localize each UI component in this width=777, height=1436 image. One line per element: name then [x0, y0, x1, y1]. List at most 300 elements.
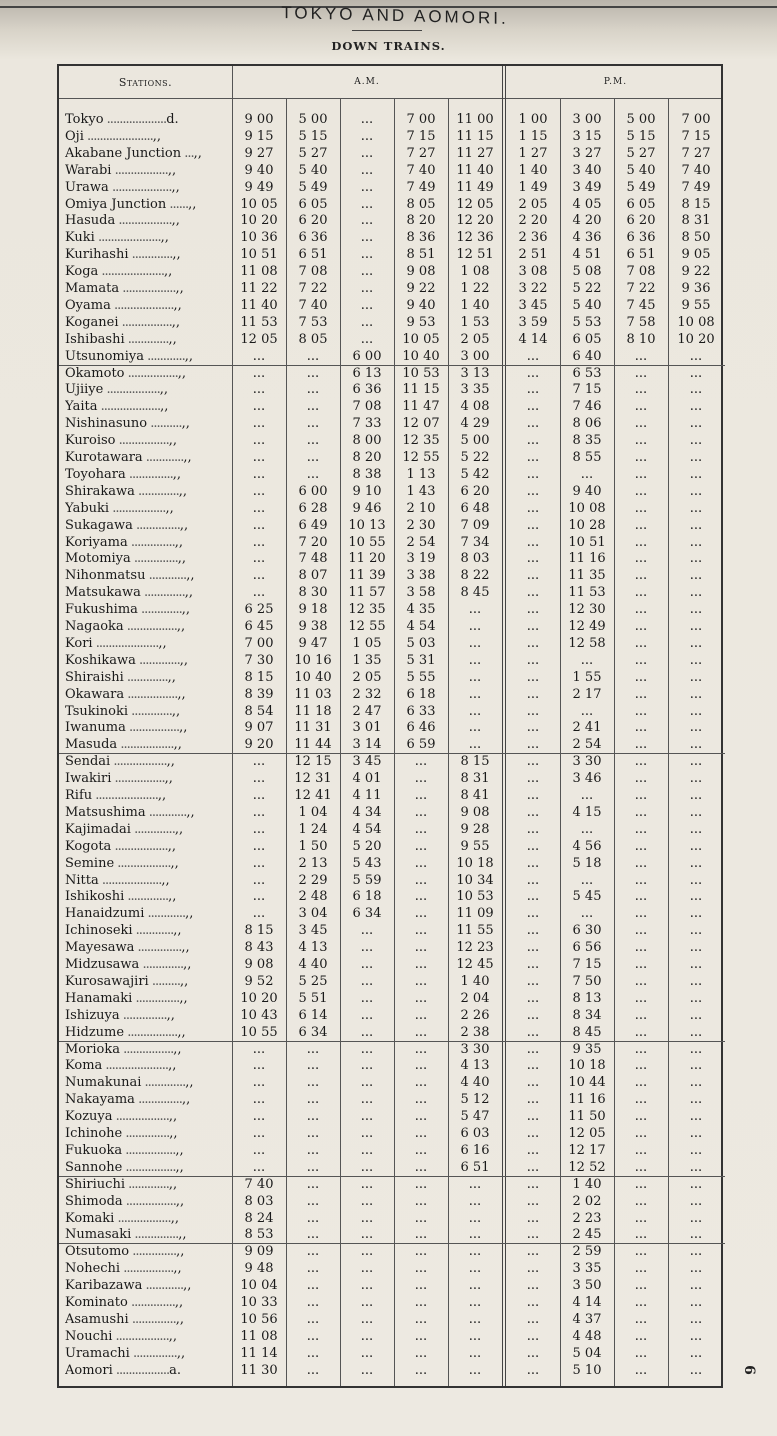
time-cell: 5 00 — [626, 112, 656, 127]
time-cell: ... — [414, 1176, 428, 1192]
station-label: Rifu — [65, 788, 93, 803]
time-cell: 4 40 — [298, 957, 328, 972]
time-cell: 9 20 — [244, 737, 274, 753]
table-row — [59, 213, 725, 230]
time-cell: 12 55 — [348, 619, 386, 634]
time-cell: 5 00 — [298, 112, 328, 127]
table-row — [59, 940, 725, 957]
time-cell: 9 18 — [298, 602, 328, 618]
time-cell: ... — [306, 450, 320, 465]
time-cell: 8 39 — [244, 686, 274, 702]
leader-dots: ................. — [112, 1362, 170, 1378]
station-mark: ,, — [179, 517, 189, 533]
time-cell: 5 47 — [460, 1109, 490, 1125]
time-cell: ... — [634, 1058, 648, 1074]
station-name — [65, 332, 233, 349]
station-mark: ,, — [168, 1109, 178, 1125]
time-cell: ... — [414, 804, 428, 820]
station-mark: ,, — [173, 923, 182, 939]
station-label: Morioka — [65, 1041, 120, 1057]
time-cell: ... — [689, 483, 703, 499]
table-row — [59, 889, 725, 906]
leader-dots: ............. — [128, 247, 173, 263]
time-cell: ... — [634, 1075, 648, 1091]
time-cell: 7 22 — [298, 281, 328, 296]
time-cell: ... — [634, 990, 648, 1006]
station-mark: ,, — [171, 703, 181, 719]
time-cell: 2 45 — [572, 1227, 602, 1243]
leader-dots: ......... — [148, 973, 181, 989]
time-cell: 10 08 — [568, 500, 606, 516]
leader-dots: .................... — [102, 1058, 169, 1074]
time-cell: 8 43 — [244, 940, 274, 956]
leader-dots: .............. — [129, 1244, 177, 1260]
time-cell: ... — [306, 1345, 320, 1361]
time-cell: ... — [468, 635, 482, 651]
station-mark: ,, — [173, 737, 182, 753]
time-cell: 11 03 — [294, 686, 332, 702]
station-label: Yaita — [65, 399, 98, 415]
time-cell: ... — [689, 1362, 703, 1378]
time-cell: ... — [634, 1227, 648, 1243]
time-cell: ... — [526, 652, 540, 668]
time-cell: 11 47 — [402, 399, 440, 415]
time-cell: ... — [526, 957, 540, 972]
station-mark: ,, — [164, 771, 173, 787]
station-label: Matsushima — [65, 804, 146, 820]
time-cell: ... — [634, 1278, 648, 1294]
time-cell: 7 00 — [406, 112, 436, 127]
time-cell: ... — [252, 821, 266, 837]
time-cell: ... — [634, 957, 648, 972]
station-name — [65, 1278, 233, 1295]
time-cell: ... — [306, 1092, 320, 1108]
time-cell: ... — [526, 602, 540, 618]
time-cell: ... — [634, 788, 648, 803]
time-cell: 3 45 — [298, 923, 328, 939]
time-cell: ... — [252, 348, 266, 364]
time-cell: ... — [306, 1126, 320, 1141]
time-cell: ... — [306, 1362, 320, 1378]
time-cell: ... — [526, 990, 540, 1006]
station-label: Hidzume — [65, 1024, 125, 1040]
time-cell: 5 51 — [298, 990, 328, 1006]
table-row — [59, 1109, 725, 1126]
table-row — [59, 382, 725, 399]
time-cell: 10 53 — [402, 365, 440, 381]
station-mark: ,, — [174, 1295, 184, 1310]
station-name — [65, 1194, 233, 1211]
time-cell: ... — [414, 1142, 428, 1158]
station-label: Numasaki — [65, 1227, 132, 1243]
station-mark: ,, — [166, 1007, 175, 1023]
time-cell: 9 35 — [572, 1041, 602, 1057]
time-cell: ... — [414, 889, 428, 905]
time-cell: 5 20 — [352, 838, 382, 854]
table-row — [59, 146, 725, 163]
time-cell: ... — [306, 416, 320, 432]
table-row — [59, 653, 725, 670]
time-cell: ... — [634, 720, 648, 736]
time-cell: ... — [306, 1278, 320, 1294]
time-cell: ... — [252, 1142, 266, 1158]
time-cell: 8 53 — [244, 1227, 274, 1243]
station-mark: ,, — [176, 1244, 185, 1260]
station-label: Uramachi — [65, 1345, 130, 1361]
table-row — [59, 991, 725, 1008]
time-cell: 10 18 — [568, 1058, 606, 1074]
time-cell: ... — [360, 940, 374, 956]
time-cell: ... — [634, 1328, 648, 1344]
station-name — [65, 1244, 233, 1261]
station-label: Sendai — [65, 754, 111, 770]
time-cell: ... — [526, 1007, 540, 1023]
station-label: Yabuki — [65, 500, 110, 516]
station-mark: ,, — [183, 957, 192, 972]
time-cell: 11 22 — [240, 281, 278, 296]
station-mark: ,, — [177, 1024, 186, 1040]
time-cell: ... — [360, 957, 374, 972]
station-mark: ,, — [171, 179, 180, 195]
time-cell: ... — [689, 1278, 703, 1294]
time-cell: ... — [580, 821, 594, 837]
leader-dots: ................. — [111, 162, 168, 178]
time-cell: ... — [360, 179, 374, 195]
station-name — [65, 1042, 233, 1059]
time-cell: ... — [468, 686, 482, 702]
time-cell: ... — [414, 1244, 428, 1260]
pm-header: P.M. — [603, 77, 628, 87]
header-rule — [59, 98, 721, 99]
time-cell: ... — [526, 889, 540, 905]
station-label: Koshikawa — [65, 652, 136, 668]
time-cell: 5 22 — [572, 281, 602, 296]
leader-dots: .............. — [122, 1126, 170, 1141]
time-cell: 6 45 — [244, 619, 274, 634]
station-label: Koga — [65, 264, 99, 280]
time-cell: ... — [414, 1328, 428, 1344]
time-cell: 7 58 — [626, 314, 656, 330]
time-cell: 1 22 — [460, 281, 490, 296]
time-cell: 9 55 — [681, 297, 711, 313]
table-row — [59, 247, 725, 264]
time-cell: 7 15 — [681, 128, 711, 144]
station-mark: ,, — [181, 1092, 191, 1108]
time-cell: 8 20 — [406, 213, 436, 229]
time-cell: ... — [252, 551, 266, 567]
time-cell: ... — [252, 1159, 266, 1175]
time-cell: 11 39 — [348, 568, 386, 584]
time-cell: ... — [634, 855, 648, 871]
table-row — [59, 619, 725, 636]
time-cell: 5 15 — [298, 128, 328, 144]
station-mark: ,, — [178, 483, 188, 499]
table-row — [59, 433, 725, 450]
station-label: Ishibashi — [65, 331, 125, 347]
time-cell: 2 17 — [572, 686, 602, 702]
leader-dots: .............. — [127, 1295, 175, 1310]
time-cell: 3 15 — [572, 128, 602, 144]
time-cell: 8 55 — [572, 450, 602, 465]
time-cell: ... — [414, 1345, 428, 1361]
time-cell: 11 16 — [568, 1092, 606, 1108]
time-cell: 1 43 — [406, 483, 436, 499]
time-cell: ... — [689, 923, 703, 939]
time-cell: 4 36 — [572, 230, 602, 246]
time-cell: ... — [414, 1126, 428, 1141]
time-cell: 11 49 — [456, 179, 494, 195]
time-cell: ... — [689, 1007, 703, 1023]
time-cell: ... — [252, 1109, 266, 1125]
leader-dots: .......... — [147, 416, 182, 432]
time-cell: 1 40 — [518, 162, 548, 178]
station-name — [65, 737, 233, 754]
station-mark: ,, — [181, 940, 190, 956]
time-cell: ... — [526, 1210, 540, 1226]
time-cell: 2 47 — [352, 703, 382, 719]
time-cell: ... — [306, 1058, 320, 1074]
table-row — [59, 906, 725, 923]
time-cell: ... — [306, 1159, 320, 1175]
time-cell: ... — [468, 1193, 482, 1209]
table-row — [59, 720, 725, 737]
time-cell: ... — [689, 686, 703, 702]
station-label: Ujiiye — [65, 382, 104, 398]
leader-dots: ................. — [114, 1210, 171, 1226]
time-cell: 10 56 — [240, 1311, 278, 1327]
time-cell: 12 35 — [402, 433, 440, 449]
station-mark: ,, — [177, 365, 187, 381]
time-cell: ... — [360, 1058, 374, 1074]
station-name — [65, 129, 233, 146]
time-cell: ... — [634, 906, 648, 922]
time-cell: ... — [689, 1311, 703, 1327]
station-label: Semine — [65, 855, 115, 871]
table-row — [59, 1025, 725, 1042]
time-cell: ... — [634, 1007, 648, 1023]
time-cell: ... — [414, 923, 428, 939]
time-cell: ... — [634, 1159, 648, 1175]
time-cell: ... — [634, 500, 648, 516]
station-mark: ,, — [175, 1193, 185, 1209]
station-label: Hanamaki — [65, 990, 133, 1006]
time-cell: 2 32 — [352, 686, 382, 702]
time-cell: ... — [634, 466, 648, 482]
station-name — [65, 720, 233, 737]
station-name — [65, 349, 233, 366]
leader-dots: .................... — [94, 230, 161, 246]
time-cell: 7 46 — [572, 399, 602, 415]
leader-dots: ............ — [142, 1278, 184, 1294]
station-label: Kori — [65, 635, 93, 651]
time-cell: 6 20 — [460, 483, 490, 499]
station-label: Kurihashi — [65, 247, 129, 263]
leader-dots: ............. — [134, 483, 179, 499]
time-cell: 8 13 — [572, 990, 602, 1006]
table-row — [59, 636, 725, 653]
time-cell: ... — [634, 1261, 648, 1277]
time-cell: 6 53 — [572, 365, 602, 381]
leader-dots: ............ — [132, 923, 174, 939]
time-cell: ... — [634, 686, 648, 702]
station-label: Midzusawa — [65, 957, 140, 972]
station-name — [65, 247, 233, 264]
time-cell: 4 48 — [572, 1328, 602, 1344]
time-cell: 4 05 — [572, 196, 602, 212]
table-row — [59, 129, 725, 146]
table-row — [59, 1329, 725, 1346]
time-cell: ... — [306, 399, 320, 415]
time-cell: 10 16 — [294, 652, 332, 668]
time-cell: ... — [252, 906, 266, 922]
time-cell: 8 07 — [298, 568, 328, 584]
time-cell: 12 49 — [568, 619, 606, 634]
time-cell: ... — [689, 466, 703, 482]
time-cell: ... — [468, 1227, 482, 1243]
time-cell: 7 20 — [298, 534, 328, 550]
time-cell: 9 53 — [406, 314, 436, 330]
leader-dots: ................... — [103, 112, 167, 127]
station-mark: ,, — [172, 466, 182, 482]
time-cell: ... — [526, 416, 540, 432]
time-cell: ... — [580, 788, 594, 803]
time-cell: ... — [252, 483, 266, 499]
leader-dots: ............. — [139, 957, 184, 972]
time-cell: 4 13 — [460, 1058, 490, 1074]
time-cell: 4 35 — [406, 602, 436, 618]
time-cell: 12 07 — [402, 416, 440, 432]
time-cell: ... — [360, 145, 374, 161]
time-cell: ... — [360, 990, 374, 1006]
station-label: Tsukinoki — [65, 703, 129, 719]
time-cell: ... — [252, 382, 266, 398]
time-cell: ... — [468, 1210, 482, 1226]
time-cell: ... — [634, 1311, 648, 1327]
time-cell: ... — [526, 1126, 540, 1141]
time-cell: ... — [526, 1176, 540, 1192]
time-cell: ... — [689, 771, 703, 787]
station-name — [65, 1025, 233, 1042]
time-cell: ... — [360, 213, 374, 229]
timetable — [57, 64, 723, 1388]
time-cell: 7 08 — [352, 399, 382, 415]
station-label: Nohechi — [65, 1261, 121, 1277]
time-cell: 9 07 — [244, 720, 274, 736]
time-cell: 3 58 — [406, 585, 436, 601]
leader-dots: .............. — [134, 1092, 182, 1108]
time-cell: ... — [252, 416, 266, 432]
time-cell: 6 33 — [406, 703, 436, 719]
time-cell: ... — [689, 416, 703, 432]
station-label: Masuda — [65, 737, 118, 753]
time-cell: ... — [252, 365, 266, 381]
station-name — [65, 873, 233, 890]
time-cell: 8 15 — [244, 669, 274, 685]
time-cell: ... — [526, 821, 540, 837]
time-cell: ... — [252, 804, 266, 820]
time-cell: ... — [360, 1024, 374, 1040]
time-cell: 8 45 — [572, 1024, 602, 1040]
station-label: Mayesawa — [65, 940, 135, 956]
time-cell: ... — [414, 771, 428, 787]
time-cell: ... — [526, 433, 540, 449]
time-cell: 6 18 — [352, 889, 382, 905]
station-label: Karibazawa — [65, 1278, 143, 1294]
station-name — [65, 1126, 233, 1143]
time-cell: ... — [360, 281, 374, 296]
table-row — [59, 687, 725, 704]
table-row — [59, 1295, 725, 1312]
time-cell: 12 31 — [294, 771, 332, 787]
station-label: Motomiya — [65, 551, 131, 567]
time-cell: 2 54 — [406, 534, 436, 550]
time-cell: ... — [306, 433, 320, 449]
time-cell: ... — [468, 619, 482, 634]
station-name — [65, 366, 233, 383]
leader-dots: ... — [181, 145, 194, 161]
time-cell: ... — [306, 1075, 320, 1091]
station-mark: ,, — [183, 1278, 192, 1294]
station-label: Hanaidzumi — [65, 906, 145, 922]
time-cell: 9 38 — [298, 619, 328, 634]
station-name — [65, 619, 233, 636]
time-cell: 10 05 — [402, 331, 440, 347]
time-cell: ... — [634, 399, 648, 415]
time-cell: 9 52 — [244, 973, 274, 989]
station-label: Akabane Junction — [65, 145, 182, 161]
station-mark: ,, — [179, 652, 189, 668]
leader-dots: ................. — [117, 737, 174, 753]
time-cell: 6 51 — [626, 247, 656, 263]
time-cell: ... — [526, 872, 540, 888]
time-cell: ... — [252, 872, 266, 888]
station-mark: ,, — [193, 145, 202, 161]
time-cell: 10 43 — [240, 1007, 278, 1023]
station-name — [65, 957, 233, 974]
station-mark: d. — [166, 112, 179, 127]
station-mark: ,, — [186, 804, 195, 820]
station-name — [65, 535, 233, 552]
station-mark: ,, — [174, 821, 184, 837]
station-name — [65, 416, 233, 433]
time-cell: 12 30 — [568, 602, 606, 618]
time-cell: 5 08 — [572, 264, 602, 280]
time-cell: 3 35 — [460, 382, 490, 398]
time-cell: ... — [526, 1227, 540, 1243]
station-mark: ,, — [168, 1176, 178, 1192]
time-cell: ... — [306, 1295, 320, 1310]
time-cell: 12 51 — [456, 247, 494, 263]
time-cell: ... — [468, 652, 482, 668]
time-cell: ... — [468, 1311, 482, 1327]
time-cell: ... — [252, 534, 266, 550]
time-cell: 11 00 — [456, 112, 494, 127]
time-cell: 10 55 — [348, 534, 386, 550]
time-cell: ... — [634, 1041, 648, 1057]
time-cell: ... — [252, 585, 266, 601]
time-cell: 5 27 — [298, 145, 328, 161]
station-label: Shirakawa — [65, 483, 135, 499]
time-cell: 9 40 — [244, 162, 274, 178]
table-row — [59, 1244, 725, 1261]
time-cell: ... — [414, 1278, 428, 1294]
time-cell: ... — [252, 466, 266, 482]
time-cell: ... — [689, 568, 703, 584]
station-label: Otsutomo — [65, 1244, 130, 1260]
station-name — [65, 213, 233, 230]
time-cell: ... — [689, 1328, 703, 1344]
time-cell: ... — [689, 737, 703, 753]
